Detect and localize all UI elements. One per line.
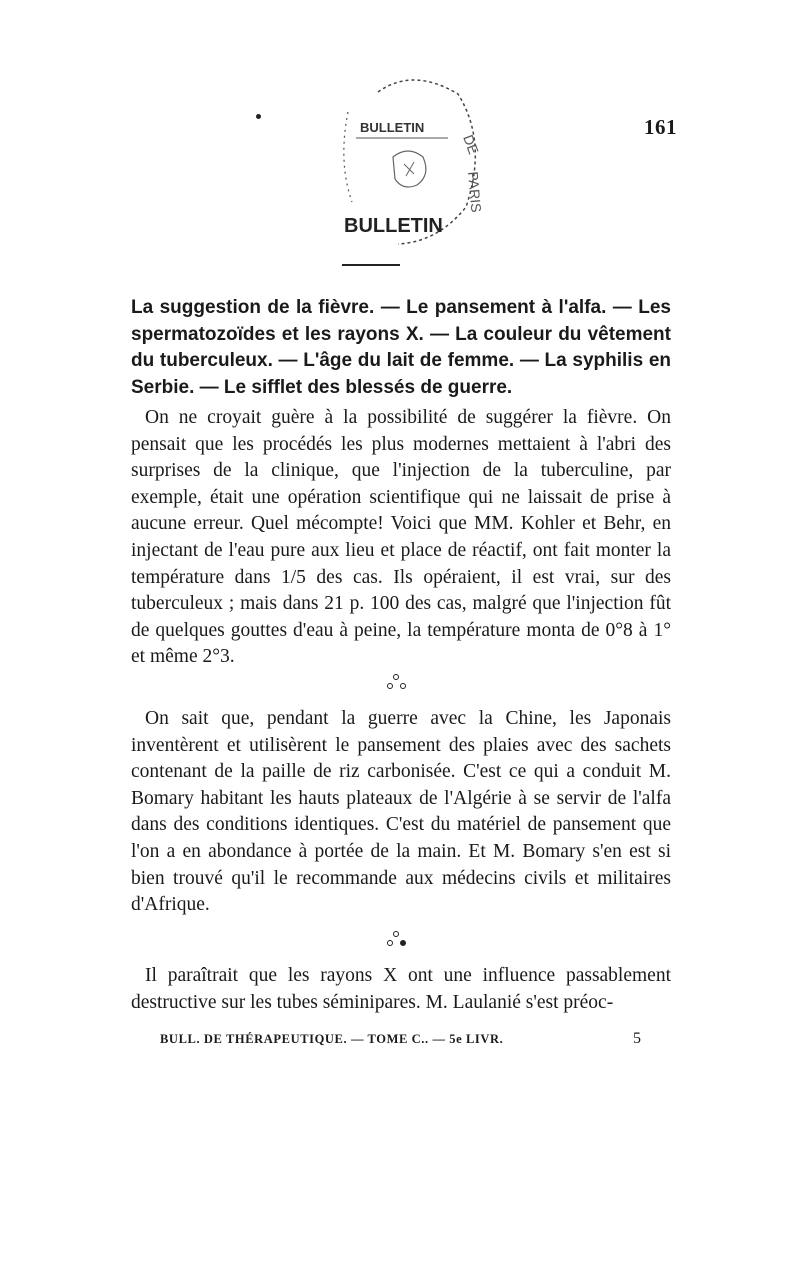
asterism-divider [376,672,416,698]
svg-text:DE: DE [460,132,482,157]
page-number: 161 [644,115,677,139]
paragraph-fever: On ne croyait guère à la possibilité de suggérer la fièvre. On pensait que les procédés les plus modernes mettaient à l'abri des surprises de la clinique, que l'injection de la tuberculine, par exemple, était une opération scientifique qui ne laissait de prise à aucune erreur. Quel mécompte! Voici que MM. Kohler et Behr, en injectant de l'eau pure aux lieu et place de réactif, ont fait monter la température dans 1/5 des cas. Ils opéraient, il est vrai, sur des tuberculeux ; mais dans 21 p. 100 des cas, malgré que l'injection fût de quelques gouttes d'eau à peine, la température monta de 0°8 à 1° et même 2°3. [131,407,671,668]
library-stamp [338,72,488,262]
svg-text:PARIS: PARIS [465,170,485,214]
asterism-divider [376,929,416,955]
chapter-summary: La suggestion de la fièvre. — Le pansement à l'alfa. — Les spermatozoïdes et les rayons X. — La couleur du vêtement du tuberculeux. — L'âge du lait de femme. — La syphilis en Serbie. — Le sifflet des blessés de guerre. [131,297,671,398]
stamp-top-text: BULLETIN [360,120,425,135]
footer-text: BULL. DE THÉRAPEUTIQUE. — TOME C.. — 5e LIVR. [160,1032,504,1046]
header-rule [342,264,400,266]
page-dot [256,114,261,119]
page-footer [160,1032,650,1047]
stamp-bottom-text: BULLETIN [344,215,443,237]
paragraph-alfa: On sait que, pendant la guerre avec la Chine, les Japonais inventèrent et utilisèrent le pansement des plaies avec des sachets contenant de la paille de riz carbonisée. C'est ce qui a conduit M. Bomary habitant les hauts plateaux de l'Algérie à se servir de l'alfa dans des conditions identiques. C'est du matériel de pansement que l'on a en abondance à portée de la main. Et M. Bomary s'en est si bien trouvé qu'il le recommande aux médecins civils et militaires d'Afrique. [131,708,671,916]
signature-mark: 5 [633,1030,642,1047]
paragraph-xrays: Il paraîtrait que les rayons X ont une influence passablement destructive sur les tubes séminipares. M. Laulanié s'est préoc- [131,965,671,1013]
